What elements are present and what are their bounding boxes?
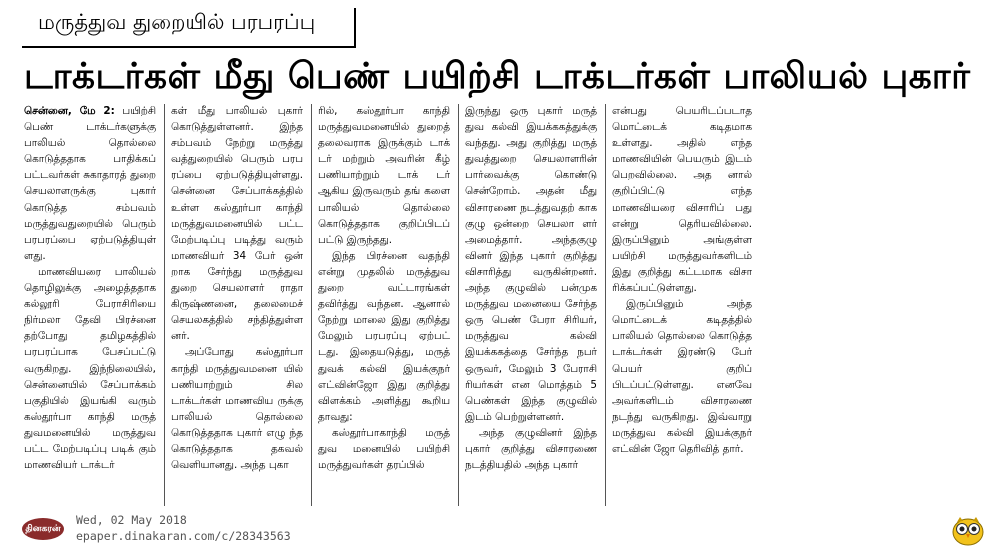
column-divider bbox=[164, 104, 165, 506]
dinakaran-logo: தினகரன் bbox=[22, 518, 64, 540]
article-column-5 bbox=[612, 103, 752, 513]
headline: டாக்டர்கள் மீது பெண் பயிற்சி டாக்டர்கள் பாலியல் புகார் bbox=[24, 56, 971, 97]
dateline: சென்னை, மே 2: bbox=[24, 105, 115, 117]
paragraph: ரில், கஸ்தூர்பா காந்தி மருத்துவமனையில் துறைத் தலைவராக இருக்கும் டாக் டர் மற்றும் அவரின் கீழ் பணியாற்றும் டாக் டர் ஆகிய இருவரும் தங் களை பாலியல் தொல்லை கொடுத்ததாக குறிப்பிடப் பட்டு இருந்தது. bbox=[318, 105, 450, 246]
paragraph: கள் மீது பாலியல் புகார் கொடுத்துள்ளனர். இந்த சம்பவம் நேற்று மருத்து வத்துறையில் பெரும் பரப ரப்பை ஏற்படுத்தியுள்ளது. சென்னை சேப்பாக்கத்தில் உள்ள கஸ்தூர்பா காந்தி மருத்துவமனையில் பட்ட மேற்படிப்பு படித்து வரும் மாணவியர் 34 பேர் ஒன் றாக சேர்ந்து மருத்துவ துறை செயலாளர் ராதா கிருஷ்ணனை, தலைமைச் செயலகத்தில் சந்தித்துள்ள னர். bbox=[171, 105, 303, 343]
owl-icon bbox=[950, 516, 986, 546]
column-divider bbox=[458, 104, 459, 506]
article-column-4 bbox=[465, 103, 597, 513]
paragraph: கஸ்தூர்பாகாந்தி மருத் துவ மனையில் பயிற்சி மருத்துவர்கள் தரப்பில் bbox=[318, 426, 450, 472]
column-divider bbox=[311, 104, 312, 506]
paragraph: அப்போது கஸ்தூர்பா காந்தி மருத்துவமனை யில் பணியாற்றும் சில டாக்டர்கள் மாணவிய ருக்கு பாலியல் தொல்லை கொடுத்ததாக புகார் எழு ந்த கொடுத்ததாக தகவல் வெளியானது. அந்த புகா bbox=[171, 346, 303, 472]
column-divider bbox=[605, 104, 606, 506]
article-column-2 bbox=[171, 103, 303, 513]
footer-date: Wed, 02 May 2018 bbox=[76, 513, 187, 527]
paragraph: இருப்பினும் அந்த மொட்டைக் கடிதத்தில் பாலியல் தொல்லை கொடுத்த டாக்டர்கள் இரண்டு பேர் பெயர் குறிப் பிடப்பட்டுள்ளது. எனவே அவர்களிடம் விசாரணை நடந்து வருகிறது. இவ்வாறு மருத்துவ கல்வி இயக்குநர் எட்வின் ஜோ தெரிவித் தார். bbox=[612, 298, 752, 455]
paragraph-text: பயிற்சி பெண் டாக்டர்களுக்கு பாலியல் தொல்லை கொடுத்ததாக பாதிக்கப் பட்டவர்கள் சுகாதாரத் துறை செயலாளருக்கு புகார் கொடுத்த சம்பவம் மருத்துவதுறையில் பெரும் பரபரப்பை ஏற்படுத்தியுள் ளது. bbox=[24, 105, 156, 262]
paragraph: என்பது பெயரிடப்படாத மொட்டைக் கடிதமாக உள்ளது. அதில் எந்த மாணவியின் பெயரும் இடம் பெறவில்லை. அத னால் குறிப்பிட்டு எந்த மாணவியரை விசாரிப் பது என்று தெரியவில்லை. இருப்பினும் அங்குள்ள பயிற்சி மருத்துவர்களிடம் இது குறித்து கட்டமாக விசா ரிக்கப்பட்டுள்ளது. bbox=[612, 105, 752, 295]
kicker-text: மருத்துவ துறையில் பரபரப்பு bbox=[38, 10, 316, 34]
article-column-3 bbox=[318, 103, 450, 513]
paragraph: அந்த குழுவினர் இந்த புகார் குறித்து விசாரணை நடத்தியதில் அந்த புகார் bbox=[465, 426, 597, 472]
paragraph: இந்த பிரச்னை வதந்தி என்று முதலில் மருத்துவ துறை வட்டாரங்கள் தவிர்த்து வந்தன. ஆனால் நேற்று மாலை இது குறித்து மேலும் பரபரப்பு ஏற்பட் டது. இதையடுத்து, மருத் துவக் கல்வி இயக்குநர் எட்வின்ஜோ இது குறித்து விளக்கம் அளித்து கூறிய தாவது: bbox=[318, 249, 450, 423]
footer-url[interactable]: epaper.dinakaran.com/c/28343563 bbox=[76, 529, 291, 543]
paragraph: இருந்து ஒரு புகார் மருத் துவ கல்வி இயக்ககத்துக்கு வந்தது. அது குறித்து மருத் துவத்துறை செயலாளரின் பார்வைக்கு கொண்டு சென்றோம். அதன் மீது விசாரணை நடத்துவதற் காக குழு ஒன்றை செயலா ளர் அமைத்தார். அந்தகுழு வினர் இந்த புகார் குறித்து விசாரித்து வருகின்றனர். அந்த குழுவில் பன்முக மருத்துவ மனையை சேர்ந்த ஒரு பெண் பேரா சிரியர், மருத்துவ கல்வி இயக்ககத்தை சேர்ந்த நபர் ஒருவர், மேலும் 3 பேராசி ரியர்கள் என மொத்தம் 5 பெண்கள் இந்த குழுவில் இடம் பெற்றுள்ளனர். bbox=[465, 105, 597, 423]
paragraph bbox=[24, 103, 156, 264]
article-column-1 bbox=[24, 103, 156, 513]
paragraph: மாணவியரை பாலியல் தொழிலுக்கு அழைத்ததாக கல்லூரி பேராசிரியை நிர்மலா தேவி பிரச்னை தற்போது தமிழகத்தில் பரபரப்பாக பேசப்பட்டு வருகிறது. இந்நிலையில், சென்னையில் சேப்பாக்கம் பகுதியில் இயங்கி வரும் கஸ்தூர்பா காந்தி மருத் துவமனையில் மருத்துவ பட்ட மேற்படிப்பு படிக் கும் மாணவியர் டாக்டர் bbox=[24, 265, 156, 472]
